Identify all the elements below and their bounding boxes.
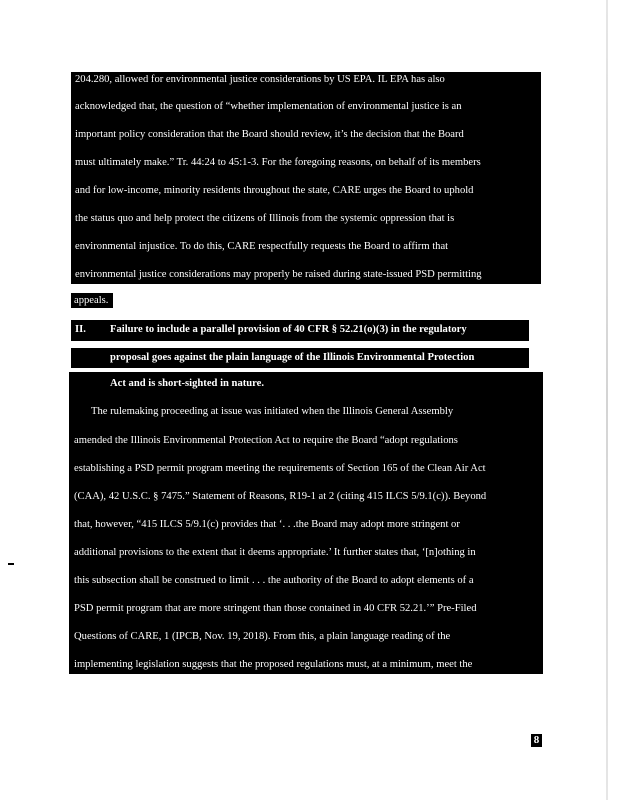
body-paragraph-line: (CAA), 42 U.S.C. § 7475.” Statement of Reasons, R19-1 at 2 (citing 415 ILCS 5/9.1(c)). Beyond bbox=[74, 491, 487, 502]
body-paragraph-line: this subsection shall be construed to limit . . . the authority of the Board to adopt elements of a bbox=[74, 575, 474, 586]
top-paragraph-line: and for low-income, minority residents throughout the state, CARE urges the Board to uphold bbox=[75, 185, 474, 196]
top-paragraph-line: the status quo and help protect the citizens of Illinois from the systemic oppression that is bbox=[75, 213, 455, 224]
body-paragraph-line: The rulemaking proceeding at issue was initiated when the Illinois General Assembly bbox=[91, 406, 454, 417]
body-paragraph-line: PSD permit program that are more stringent than those contained in 40 CFR 52.21.’” Pre-Filed bbox=[74, 603, 477, 614]
body-paragraph-line: establishing a PSD permit program meeting the requirements of Section 165 of the Clean Air Act bbox=[74, 463, 486, 474]
section-number: II. bbox=[75, 324, 86, 335]
section-heading-line: Act and is short-sighted in nature. bbox=[110, 378, 265, 389]
margin-mark bbox=[8, 563, 14, 565]
body-paragraph-line: amended the Illinois Environmental Protection Act to require the Board “adopt regulations bbox=[74, 435, 458, 446]
top-paragraph-line: important policy consideration that the Board should review, it’s the decision that the Board bbox=[75, 129, 464, 140]
body-paragraph-line: Questions of CARE, 1 (IPCB, Nov. 19, 2018). From this, a plain language reading of the bbox=[74, 631, 451, 642]
body-paragraph-line: that, however, “415 ILCS 5/9.1(c) provides that ‘. . .the Board may adopt more stringent or bbox=[74, 519, 460, 530]
top-paragraph-line: environmental justice considerations may properly be raised during state-issued PSD permitting bbox=[75, 269, 482, 280]
top-paragraph-line: 204.280, allowed for environmental justice considerations by US EPA. IL EPA has also bbox=[75, 74, 445, 85]
top-paragraph-line: environmental injustice. To do this, CARE respectfully requests the Board to affirm that bbox=[75, 241, 449, 252]
section-heading-line: Failure to include a parallel provision of 40 CFR § 52.21(o)(3) in the regulatory bbox=[110, 324, 467, 335]
body-paragraph-line: implementing legislation suggests that the proposed regulations must, at a minimum, meet the bbox=[74, 659, 473, 670]
section-heading-line: proposal goes against the plain language of the Illinois Environmental Protection bbox=[110, 352, 475, 363]
top-paragraph-last-line: appeals. bbox=[74, 295, 109, 306]
page-number: 8 bbox=[531, 734, 542, 747]
scan-edge-shadow bbox=[606, 0, 608, 800]
top-paragraph-line: must ultimately make.” Tr. 44:24 to 45:1-3. For the foregoing reasons, on behalf of its members bbox=[75, 157, 481, 168]
top-paragraph-line: acknowledged that, the question of “whether implementation of environmental justice is an bbox=[75, 101, 462, 112]
body-paragraph-line: additional provisions to the extent that it deems appropriate.’ It further states that, ‘[n]othing in bbox=[74, 547, 476, 558]
